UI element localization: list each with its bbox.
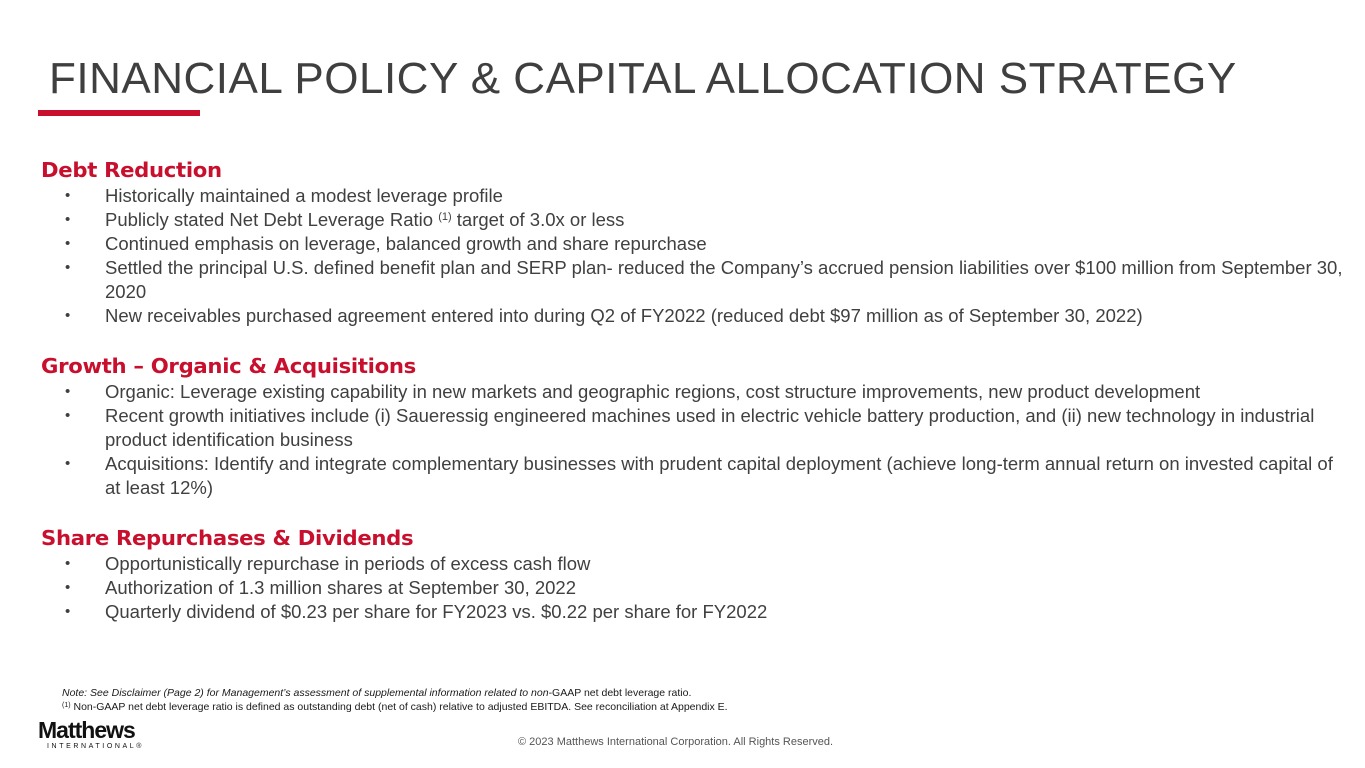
disclaimer-note — [62, 686, 728, 700]
bullet-text: Historically maintained a modest leverage profile — [105, 185, 503, 206]
title-underline-accent — [38, 110, 200, 116]
footnote-1 — [62, 700, 728, 714]
bullet-icon: • — [65, 259, 71, 276]
bullet-item — [41, 208, 1351, 232]
bullet-text: Continued emphasis on leverage, balanced growth and share repurchase — [105, 233, 707, 254]
bullet-icon: • — [65, 187, 71, 204]
bullet-item — [41, 600, 1351, 624]
footnote-marker: (1) — [62, 702, 71, 709]
bullet-icon: • — [65, 383, 71, 400]
bullet-item — [41, 552, 1351, 576]
bullet-icon: • — [65, 407, 71, 424]
section-debt-reduction — [41, 156, 1351, 328]
bullet-text: Recent growth initiatives include (i) Saueressig engineered machines used in electric vehicle battery production, and (ii) new technology in industrial product identification business — [105, 405, 1315, 450]
copyright-notice: © 2023 Matthews International Corporation. All Rights Reserved. — [518, 736, 834, 748]
footnote-ref: (1) — [438, 211, 452, 223]
bullet-text: Publicly stated Net Debt Leverage Ratio — [105, 209, 439, 230]
bullet-list — [41, 184, 1351, 328]
bullet-icon: • — [65, 455, 71, 472]
footnote-text: Non-GAAP net debt leverage ratio is defined as outstanding debt (net of cash) relative to adjusted EBITDA. See reconciliation at Appendix E. — [70, 701, 728, 713]
bullet-item — [41, 380, 1351, 404]
bullet-item — [41, 576, 1351, 600]
bullet-icon: • — [65, 235, 71, 252]
bullet-icon: • — [65, 307, 71, 324]
note-plain-text: -GAAP net debt leverage ratio. — [548, 687, 692, 699]
bullet-text: Authorization of 1.3 million shares at September 30, 2022 — [105, 577, 577, 598]
section-heading: Growth – Organic & Acquisitions — [41, 354, 416, 378]
bullet-text: target of 3.0x or less — [451, 209, 625, 230]
bullet-text: Opportunistically repurchase in periods of excess cash flow — [105, 553, 591, 574]
bullet-item — [41, 184, 1351, 208]
bullet-item — [41, 304, 1351, 328]
bullet-item — [41, 404, 1351, 452]
bullet-list — [41, 552, 1351, 624]
bullet-text: Organic: Leverage existing capability in new markets and geographic regions, cost structure improvements, new product development — [105, 381, 1201, 402]
bullet-list — [41, 380, 1351, 500]
bullet-icon: • — [65, 211, 71, 228]
bullet-text: Quarterly dividend of $0.23 per share for FY2023 vs. $0.22 per share for FY2022 — [105, 601, 768, 622]
bullet-text: Acquisitions: Identify and integrate complementary businesses with prudent capital deployment (achieve long-term annual return on invested capital of at least 12%) — [105, 453, 1333, 498]
slide-title: FINANCIAL POLICY & CAPITAL ALLOCATION STRATEGY — [49, 54, 1237, 103]
section-heading: Share Repurchases & Dividends — [41, 526, 414, 550]
note-italic-text: Note: See Disclaimer (Page 2) for Management’s assessment of supplemental information related to non — [62, 687, 549, 699]
company-logo — [38, 718, 144, 752]
logo-wordmark: Matthews — [38, 717, 135, 743]
slide-content — [41, 156, 1351, 648]
section-share-repurchases — [41, 524, 1351, 624]
logo-subtitle: INTERNATIONAL® — [47, 743, 145, 750]
bullet-text: New receivables purchased agreement entered into during Q2 of FY2022 (reduced debt $97 million as of September 30, 2022) — [105, 305, 1143, 326]
bullet-icon: • — [65, 555, 71, 572]
bullet-text: Settled the principal U.S. defined benefit plan and SERP plan- reduced the Company’s accrued pension liabilities over $100 million from September 30, 2020 — [105, 257, 1343, 302]
section-growth — [41, 352, 1351, 500]
footnotes — [62, 686, 728, 714]
section-heading: Debt Reduction — [41, 158, 222, 182]
bullet-icon: • — [65, 603, 71, 620]
bullet-icon: • — [65, 579, 71, 596]
bullet-item — [41, 232, 1351, 256]
bullet-item — [41, 452, 1351, 500]
bullet-item — [41, 256, 1351, 304]
